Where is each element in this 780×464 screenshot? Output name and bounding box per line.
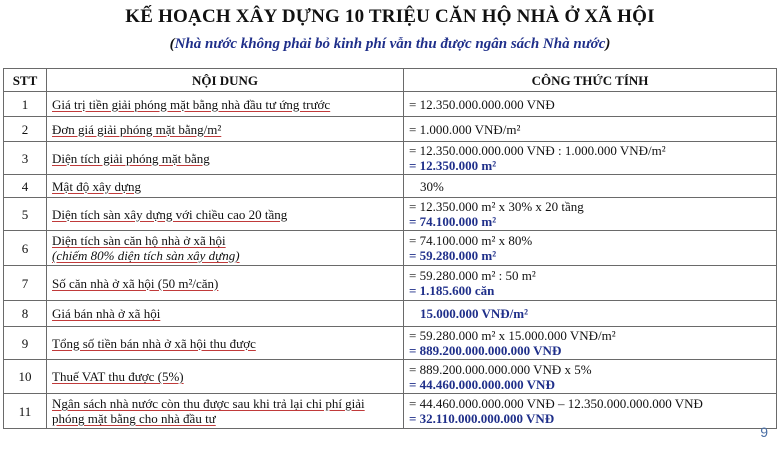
row-formula-cell (404, 266, 777, 301)
row-formula: = 12.350.000 m² x 30% x 20 tầng (409, 199, 584, 214)
row-formula: = 1.000.000 VNĐ/m² (404, 117, 777, 142)
table-row (4, 301, 777, 327)
table-row (4, 266, 777, 301)
table-row (4, 175, 777, 198)
row-result: = 1.185.600 căn (409, 283, 495, 298)
row-formula-cell (404, 360, 777, 394)
subtitle-text: Nhà nước không phải bỏ kinh phí vẫn thu được ngân sách Nhà nước (174, 36, 606, 52)
row-content: Tổng số tiền bán nhà ở xã hội thu được (47, 327, 404, 360)
row-stt: 6 (4, 231, 47, 266)
row-content: Mật độ xây dựng (47, 175, 404, 198)
table-row (4, 92, 777, 117)
row-formula: = 74.100.000 m² x 80% (409, 233, 533, 248)
row-result: = 44.460.000.000.000 VNĐ (409, 376, 555, 392)
table-header-row (4, 69, 777, 92)
row-stt: 1 (4, 92, 47, 117)
row-note: (chiếm 80% diện tích sàn xây dựng) (52, 248, 240, 263)
row-formula: = 12.350.000.000.000 VNĐ : 1.000.000 VNĐ/m² (409, 143, 666, 158)
row-formula-cell (404, 198, 777, 231)
row-content: Diện tích giải phóng mặt bằng (47, 142, 404, 175)
row-content: Diện tích sàn căn hộ nhà ở xã hội (52, 233, 226, 248)
row-stt: 7 (4, 266, 47, 301)
row-content: Giá bán nhà ở xã hội (47, 301, 404, 327)
table-row (4, 327, 777, 360)
calculation-table (3, 68, 777, 429)
table-row (4, 142, 777, 175)
table-row (4, 117, 777, 142)
row-formula-cell (404, 231, 777, 266)
row-formula: = 59.280.000 m² x 15.000.000 VNĐ/m² (409, 328, 616, 343)
row-result: = 74.100.000 m² (409, 214, 497, 229)
row-content: Diện tích sàn xây dựng với chiều cao 20 tầng (47, 198, 404, 231)
table-row (4, 360, 777, 394)
row-result: 15.000.000 VNĐ/m² (404, 301, 777, 327)
row-content: Số căn nhà ở xã hội (50 m²/căn) (47, 266, 404, 301)
row-content: Đơn giá giải phóng mặt bằng/m² (47, 117, 404, 142)
header-content: NỘI DUNG (47, 69, 404, 92)
header-stt: STT (4, 69, 47, 92)
document-subtitle: (Nhà nước không phải bỏ kinh phí vẫn thu được ngân sách Nhà nước) (169, 36, 611, 52)
row-result: = 32.110.000.000.000 VNĐ (409, 411, 555, 426)
row-content-cell (47, 231, 404, 266)
row-formula-cell (404, 327, 777, 360)
row-formula: 30% (404, 175, 777, 198)
row-formula: = 12.350.000.000.000 VNĐ (404, 92, 777, 117)
table-row (4, 231, 777, 266)
page-number: 9 (760, 424, 768, 440)
row-stt: 4 (4, 175, 47, 198)
row-result: = 59.280.000 m² (409, 248, 497, 263)
row-formula: = 59.280.000 m² : 50 m² (409, 268, 536, 283)
row-stt: 2 (4, 117, 47, 142)
table-row (4, 198, 777, 231)
row-result: = 889.200.000.000.000 VNĐ (409, 343, 562, 358)
header-formula: CÔNG THỨC TÍNH (404, 69, 777, 92)
row-stt: 5 (4, 198, 47, 231)
row-formula: = 889.200.000.000.000 VNĐ x 5% (409, 361, 592, 377)
row-stt: 9 (4, 327, 47, 360)
row-formula-cell (404, 394, 777, 429)
row-stt: 3 (4, 142, 47, 175)
table-row (4, 394, 777, 429)
row-content: Thuế VAT thu được (5%) (47, 360, 404, 394)
row-formula-cell (404, 142, 777, 175)
row-content: Giá trị tiền giải phóng mặt bằng nhà đầu tư ứng trước (47, 92, 404, 117)
row-stt: 8 (4, 301, 47, 327)
row-formula: = 44.460.000.000.000 VNĐ – 12.350.000.000.000 VNĐ (409, 396, 703, 411)
row-stt: 10 (4, 360, 47, 394)
row-result: = 12.350.000 m² (409, 158, 497, 173)
row-stt: 11 (4, 394, 47, 429)
document-title: KẾ HOẠCH XÂY DỰNG 10 TRIỆU CĂN HỘ NHÀ Ở XÃ HỘI (125, 6, 655, 27)
row-content: Ngân sách nhà nước còn thu được sau khi trả lại chi phí giải phóng mặt bằng cho nhà đầu tư (47, 394, 404, 429)
